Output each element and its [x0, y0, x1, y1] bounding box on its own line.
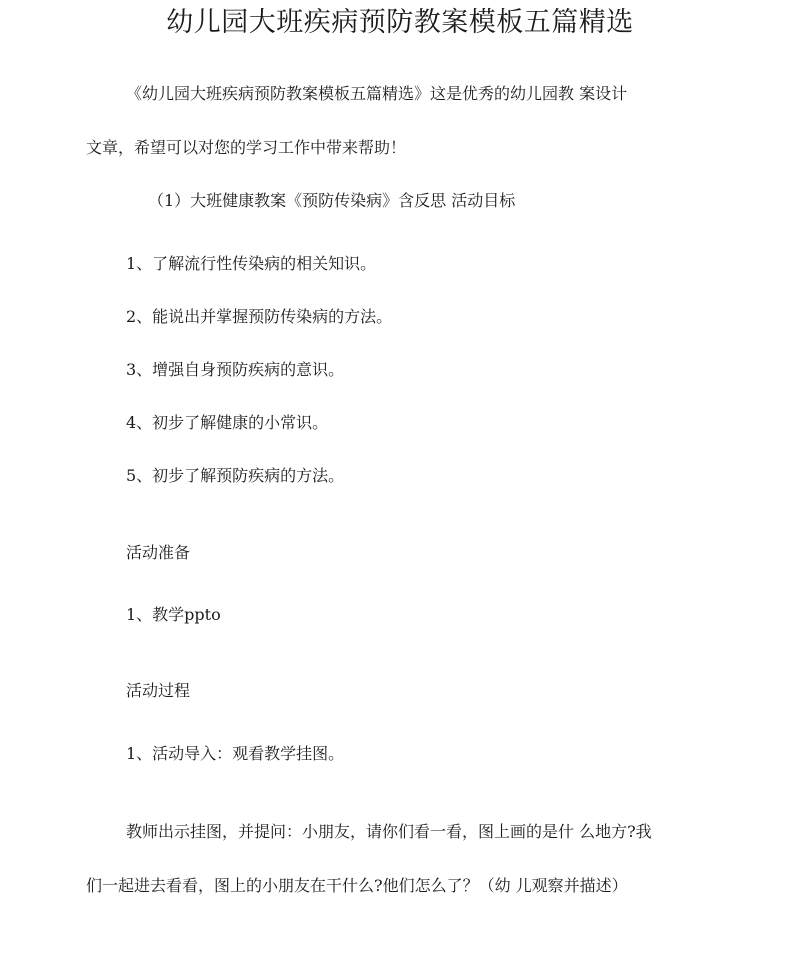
body-paragraph-line-1: 教师出示挂图，并提问：小朋友，请你们看一看，图上画的是什 么地方?我 — [126, 822, 652, 841]
goal-item-4: 4、初步了解健康的小常识。 — [126, 413, 329, 432]
goal-item-3: 3、增强自身预防疾病的意识。 — [126, 360, 345, 379]
process-heading: 活动过程 — [126, 681, 191, 700]
section-1-heading: （1）大班健康教案《预防传染病》含反思 活动目标 — [148, 191, 516, 210]
process-item-1: 1、活动导入：观看教学挂图。 — [126, 744, 345, 763]
body-paragraph-line-2: 们一起进去看看，图上的小朋友在干什么?他们怎么了？（幼 儿观察并描述） — [86, 876, 628, 895]
document-title: 幼儿园大班疾病预防教案模板五篇精选 — [166, 7, 634, 38]
intro-line-2: 文章，希望可以对您的学习工作中带来帮助！ — [86, 138, 407, 157]
intro-line-1: 《幼儿园大班疾病预防教案模板五篇精选》这是优秀的幼儿园教 案设计 — [126, 84, 628, 103]
prep-item-1: 1、教学ppto — [126, 605, 221, 624]
goal-item-2: 2、能说出并掌握预防传染病的方法。 — [126, 307, 393, 326]
goal-item-5: 5、初步了解预防疾病的方法。 — [126, 466, 345, 485]
prep-heading: 活动准备 — [126, 543, 191, 562]
goal-item-1: 1、了解流行性传染病的相关知识。 — [126, 254, 377, 273]
